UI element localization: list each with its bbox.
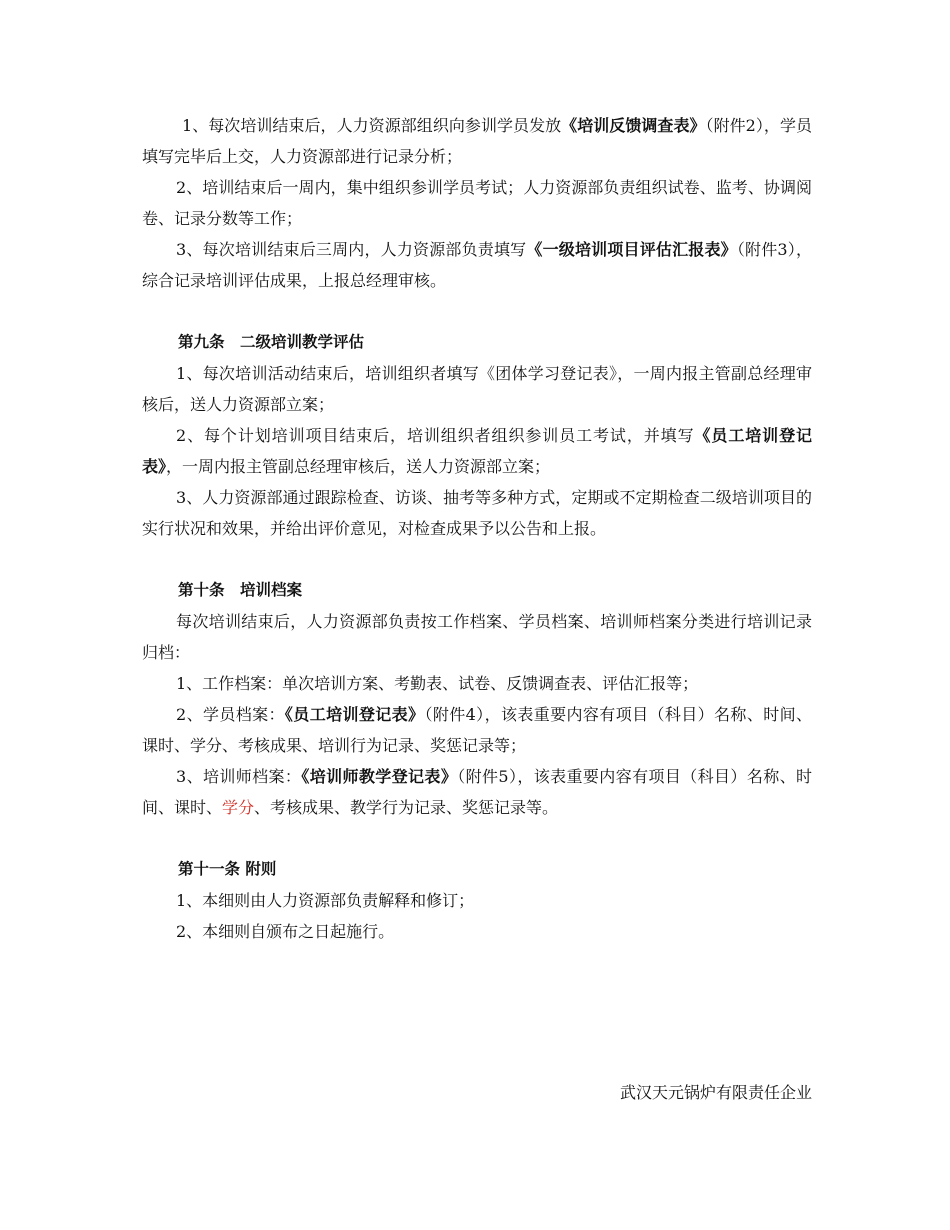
s10-item-2-form-title: 《员工培训登记表》 [284, 705, 425, 724]
section-gap [142, 296, 812, 327]
s8-item-3-form-title: 《一级培训项目评估汇报表》 [526, 240, 737, 259]
section-10-heading: 第十条 培训档案 [178, 581, 303, 599]
section-gap [142, 544, 812, 575]
company-signature: 武汉天元锅炉有限责任企业 [619, 1083, 812, 1102]
s8-item-1-form-title: 《培训反馈调查表》 [561, 116, 706, 135]
s8-item-1-text: 1、每次培训结束后，人力资源部组织向参训学员发放 [182, 116, 562, 135]
s9-item-3: 3、人力资源部通过跟踪检查、访谈、抽考等多种方式，定期或不定期检查二级培训项目的实行状况和效果，并给出评价意见，对检查成果予以公告和上报。 [142, 488, 812, 538]
s11-item-2: 2、本细则自颁布之日起施行。 [176, 922, 395, 941]
s10-item-3-text-end: 、考核成果、教学行为记录、奖惩记录等。 [254, 798, 559, 817]
s9-item-2-text-end: ，一周内报主管副总经理审核后，送人力资源部立案； [166, 457, 551, 476]
s10-item-1: 1、工作档案：单次培训方案、考勤表、试卷、反馈调查表、评估汇报等； [176, 674, 699, 693]
s10-item-2 [142, 699, 812, 761]
s10-intro: 每次培训结束后，人力资源部负责按工作档案、学员档案、培训师档案分类进行培训记录归档： [142, 612, 812, 662]
s10-item-3-text-mid: （附件5），该表重要内容有项目（科目）名称、时间、课时、 [142, 767, 812, 817]
s10-item-2-text: 2、学员档案： [176, 705, 285, 724]
s8-item-3-text: 3、每次培训结束后三周内，人力资源部负责填写 [176, 240, 527, 259]
s9-item-1: 1、每次培训活动结束后，培训组织者填写《团体学习登记表》，一周内报主管副总经理审核后，送人力资源部立案； [142, 364, 812, 414]
section-9-heading: 第九条 二级培训教学评估 [178, 333, 365, 351]
s8-item-2: 2、培训结束后一周内，集中组织参训学员考试；人力资源部负责组织试卷、监考、协调阅卷、记录分数等工作； [142, 178, 812, 228]
s8-item-3-text-end: （附件3），综合记录培训评估成果，上报总经理审核。 [142, 240, 812, 290]
s10-item-3-highlight: 学分 [222, 798, 255, 817]
s9-item-2 [142, 420, 812, 482]
s10-item-3-form-title: 《培训师教学登记表》 [301, 767, 458, 786]
s10-item-2-text-end: （附件4），该表重要内容有项目（科目）名称、时间、课时、学分、考核成果、培训行为记录、奖惩记录等； [142, 705, 812, 755]
section-gap [142, 823, 812, 854]
s8-item-1 [142, 110, 812, 172]
s9-item-2-form-title: 《员工培训登记表》 [142, 426, 812, 476]
s11-item-1: 1、本细则由人力资源部负责解释和修订； [176, 891, 475, 910]
s8-item-3 [142, 234, 812, 296]
s9-item-2-text: 2、每个计划培训项目结束后，培训组织者组织参训员工考试，并填写 [176, 426, 695, 445]
s10-item-3-text: 3、培训师档案： [176, 767, 302, 786]
s10-item-3 [142, 761, 812, 823]
document-body [142, 110, 812, 947]
s8-item-1-text-end: （附件2），学员填写完毕后上交，人力资源部进行记录分析； [142, 116, 812, 166]
section-11-heading: 第十一条 附则 [178, 860, 277, 878]
